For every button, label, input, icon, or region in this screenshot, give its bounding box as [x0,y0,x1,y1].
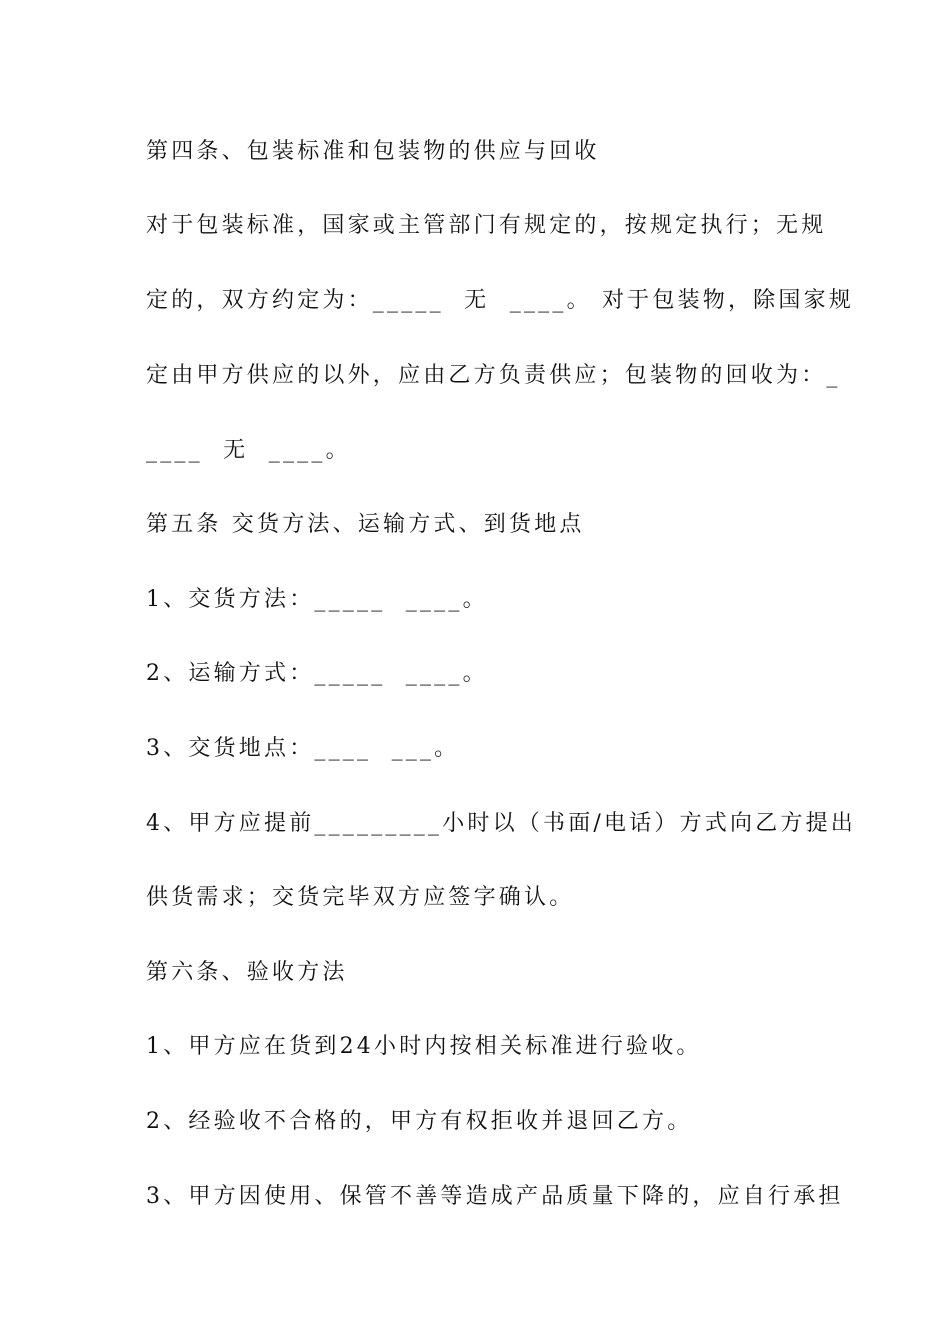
paragraph-line: 定由甲方供应的以外，应由乙方负责供应；包装物的回收为：_ [146,363,841,388]
list-item: 1、交货方法：_____ ____。 [146,587,488,612]
paragraph-line: 供货需求；交货完毕双方应签字确认。 [146,885,575,910]
paragraph-line: 对于包装标准，国家或主管部门有规定的，按规定执行；无规 [146,213,827,238]
article-6-heading: 第六条、验收方法 [146,960,348,985]
paragraph-line: ____ 无 ____。 [146,438,351,463]
article-4-heading: 第四条、包装标准和包装物的供应与回收 [146,139,600,164]
list-item: 2、运输方式：_____ ____。 [146,661,488,686]
list-item: 1、甲方应在货到24小时内按相关标准进行验收。 [146,1034,702,1059]
list-item: 3、交货地点：____ ___。 [146,736,460,761]
list-item: 3、甲方因使用、保管不善等造成产品质量下降的，应自行承担 [146,1184,844,1209]
list-item: 4、甲方应提前_________小时以（书面/电话）方式向乙方提出 [146,811,857,836]
paragraph-line: 定的，双方约定为：_____ 无 ____。 对于包装物，除国家规 [146,288,854,313]
list-item: 2、经验收不合格的，甲方有权拒收并退回乙方。 [146,1109,693,1134]
article-5-heading: 第五条 交货方法、运输方式、到货地点 [146,512,585,537]
